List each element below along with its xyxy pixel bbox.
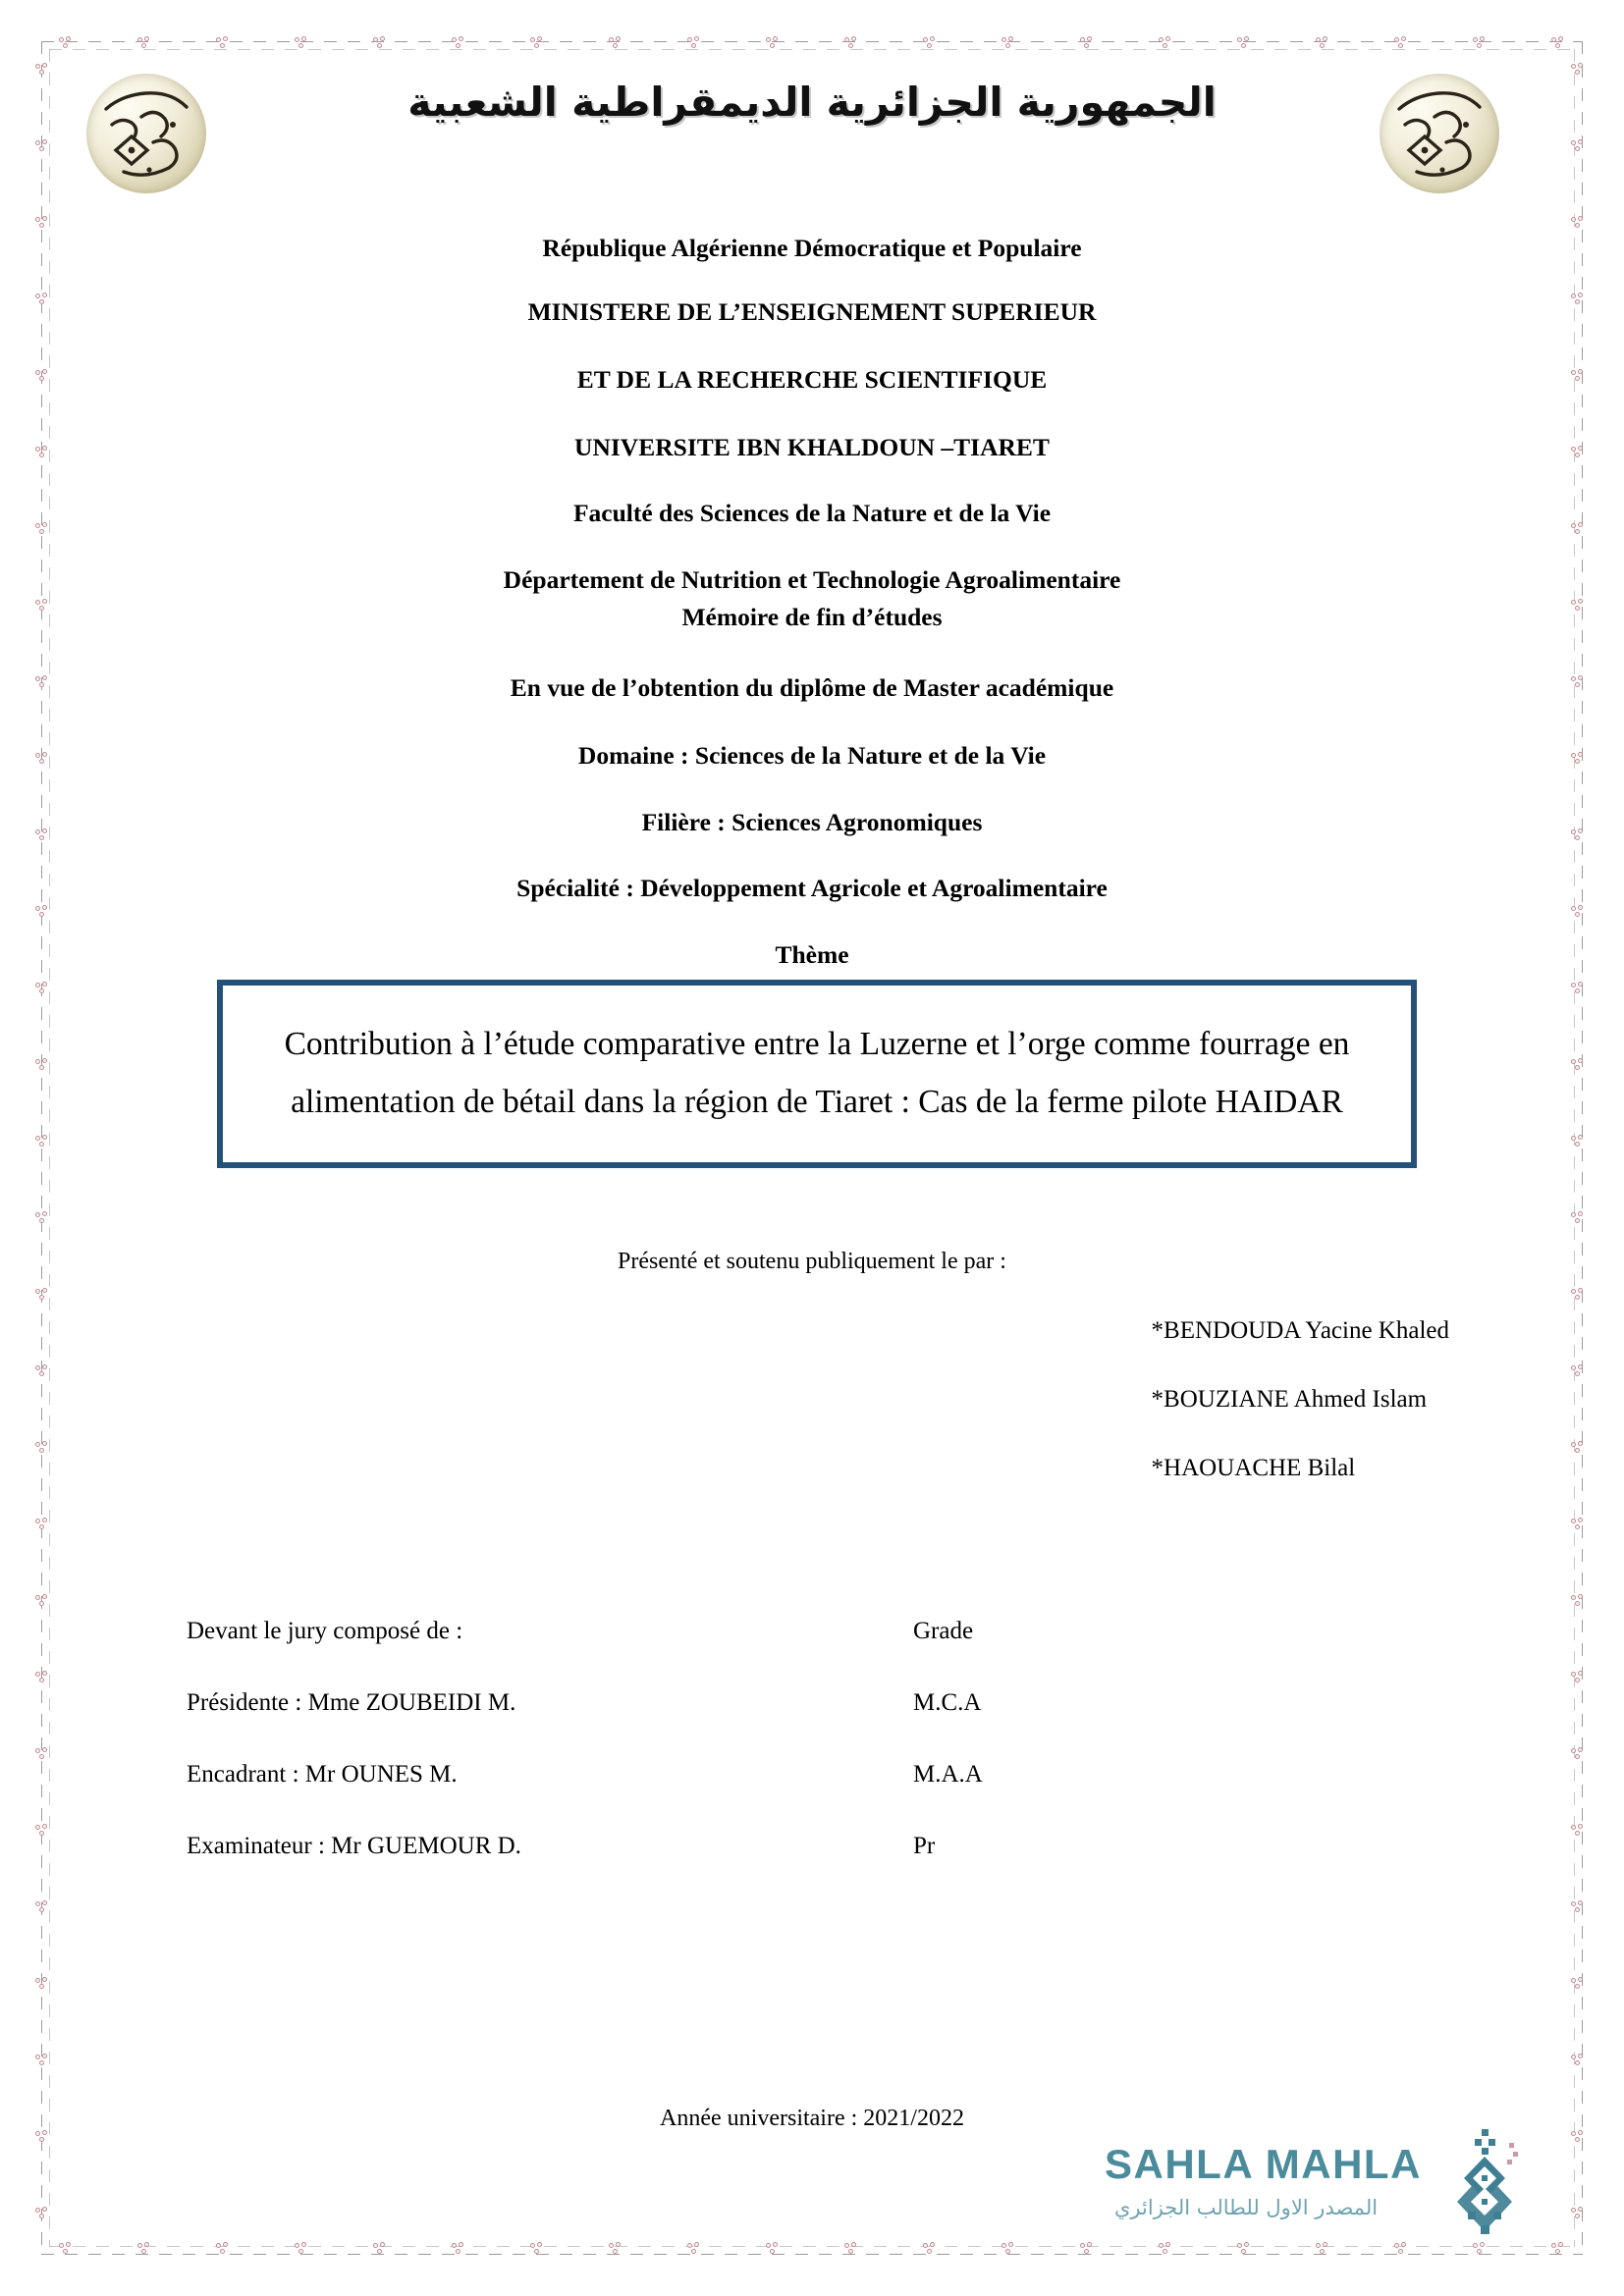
jury-heading-row: [187, 1618, 1267, 1645]
border-flower-icon: [1571, 982, 1589, 999]
border-flower-icon: [766, 36, 784, 54]
border-flower-icon: [35, 905, 53, 923]
border-flower-icon: [1080, 36, 1098, 54]
border-flower-icon: [1001, 36, 1019, 54]
border-flower-icon: [1571, 1900, 1589, 1918]
border-flower-icon: [1316, 36, 1333, 54]
jury-member-grade: M.A.A: [913, 1761, 983, 1788]
border-flower-icon: [1001, 2242, 1019, 2260]
border-flower-icon: [530, 36, 548, 54]
border-flower-icon: [687, 2242, 705, 2260]
border-flower-icon: [1571, 1671, 1589, 1688]
academic-year: Année universitaire : 2021/2022: [660, 2106, 964, 2131]
border-flower-icon: [1571, 1747, 1589, 1765]
border-flower-icon: [373, 2242, 391, 2260]
border-flower-icon: [35, 1288, 53, 1306]
ministry-line-1: MINISTERE DE L’ENSEIGNEMENT SUPERIEUR: [527, 297, 1097, 326]
border-flower-icon: [1571, 2130, 1589, 2148]
border-flower-icon: [1159, 36, 1176, 54]
border-top-rule: [41, 41, 1583, 42]
sahla-mahla-watermark: [1105, 2135, 1517, 2253]
border-flower-icon: [1571, 1518, 1589, 1535]
border-flower-icon: [1571, 905, 1589, 923]
border-flower-icon: [1080, 2242, 1098, 2260]
border-flower-icon: [1571, 1135, 1589, 1152]
border-flower-icon: [35, 1977, 53, 1995]
border-flower-icon: [1571, 1288, 1589, 1306]
border-flower-icon: [35, 216, 53, 234]
author-name: *BOUZIANE Ahmed Islam: [1151, 1386, 1428, 1413]
specialite-line: Spécialité : Développement Agricole et Agroalimentaire: [516, 874, 1108, 902]
thesis-title: Contribution à l’étude comparative entre la Luzerne et l’orge comme fourrage en alimentation de bétail dans la région de Tiaret : Cas de la ferme pilote HAIDAR: [284, 1026, 1350, 1120]
border-flower-icon: [35, 1900, 53, 1918]
border-flower-icon: [35, 2054, 53, 2071]
border-flower-icon: [844, 36, 862, 54]
border-flower-icon: [1571, 1824, 1589, 1842]
border-flower-icon: [1551, 2242, 1569, 2260]
domaine-line: Domaine : Sciences de la Nature et de la Vie: [577, 741, 1047, 770]
border-flower-icon: [216, 36, 234, 54]
presentation-line: Présenté et soutenu publiquement le par :: [618, 1249, 1006, 1274]
jury-member-name: Encadrant : Mr OUNES M.: [187, 1761, 458, 1788]
thesis-title-box: [217, 980, 1417, 1168]
border-flower-icon: [766, 2242, 784, 2260]
border-flower-icon: [452, 36, 469, 54]
border-flower-icon: [35, 1364, 53, 1382]
republic-line-fr: République Algérienne Démocratique et Populaire: [542, 234, 1082, 262]
border-flower-icon: [1571, 1211, 1589, 1229]
border-flower-icon: [35, 1824, 53, 1842]
sahla-mahla-brand-text: SAHLA MAHLA: [1105, 2141, 1422, 2187]
jury-member-name: Examinateur : Mr GUEMOUR D.: [187, 1833, 521, 1859]
border-flower-icon: [59, 2242, 77, 2260]
border-flower-icon: [1571, 1441, 1589, 1459]
border-flower-icon: [1571, 216, 1589, 234]
border-flower-icon: [609, 36, 626, 54]
jury-row: [187, 1761, 1267, 1789]
border-flower-icon: [923, 2242, 941, 2260]
border-flower-icon: [1571, 1594, 1589, 1612]
border-flower-icon: [687, 36, 705, 54]
border-flower-icon: [923, 36, 941, 54]
arabic-republic-heading: الجمهورية الجزائرية الديمقراطية الشعبية: [407, 79, 1217, 126]
border-top-inner-rule: [49, 49, 1575, 50]
border-flower-icon: [452, 2242, 469, 2260]
border-flower-icon: [35, 2207, 53, 2224]
border-flower-icon: [1571, 1977, 1589, 1995]
border-flower-icon: [59, 36, 77, 54]
filiere-line: Filière : Sciences Agronomiques: [641, 808, 983, 836]
border-flower-icon: [35, 1441, 53, 1459]
border-flower-icon: [216, 2242, 234, 2260]
ministry-line-2: ET DE LA RECHERCHE SCIENTIFIQUE: [576, 365, 1048, 394]
border-flower-icon: [35, 1747, 53, 1765]
jury-section: [187, 1618, 1267, 1904]
border-flower-icon: [35, 1058, 53, 1076]
border-flower-icon: [1571, 1364, 1589, 1382]
border-flower-icon: [1394, 36, 1412, 54]
border-flower-icon: [35, 1518, 53, 1535]
border-flower-icon: [1571, 1058, 1589, 1076]
border-flower-icon: [137, 36, 155, 54]
border-flower-icon: [1571, 139, 1589, 157]
department-line: Département de Nutrition et Technologie Agroalimentaire: [503, 565, 1121, 594]
theme-label: Thème: [775, 940, 849, 969]
diplome-line: En vue de l’obtention du diplôme de Master académique: [510, 673, 1114, 702]
authors-list: [1152, 1317, 1449, 1523]
faculty-line: Faculté des Sciences de la Nature et de la Vie: [572, 499, 1052, 527]
jury-member-grade: M.C.A: [913, 1689, 982, 1716]
border-flower-icon: [137, 2242, 155, 2260]
border-flower-icon: [35, 1594, 53, 1612]
border-bottom-rule: [41, 2254, 1583, 2255]
border-flower-icon: [844, 2242, 862, 2260]
border-flower-icon: [1237, 36, 1255, 54]
jury-row: [187, 1833, 1267, 1860]
border-flower-icon: [609, 2242, 626, 2260]
jury-heading-label: Devant le jury composé de :: [187, 1618, 463, 1644]
border-flower-icon: [1571, 2207, 1589, 2224]
jury-member-grade: Pr: [913, 1833, 936, 1859]
border-flower-icon: [35, 139, 53, 157]
border-flower-icon: [530, 2242, 548, 2260]
border-flower-icon: [373, 36, 391, 54]
border-flower-icon: [1571, 2054, 1589, 2071]
border-flower-icon: [35, 1671, 53, 1688]
author-name: *BENDOUDA Yacine Khaled: [1151, 1317, 1449, 1344]
author-name: *HAOUACHE Bilal: [1151, 1455, 1356, 1481]
border-flower-icon: [295, 2242, 312, 2260]
border-flower-icon: [35, 982, 53, 999]
sahla-mahla-arabic-tagline: المصدر الاول للطالب الجزائري: [1114, 2196, 1379, 2219]
sahla-mahla-ornament-icon: [1450, 2127, 1519, 2248]
memoire-line: Mémoire de fin d’études: [681, 602, 943, 631]
border-flower-icon: [35, 2130, 53, 2148]
border-flower-icon: [1473, 36, 1490, 54]
border-flower-icon: [1551, 36, 1569, 54]
border-flower-icon: [35, 1211, 53, 1229]
jury-row: [187, 1689, 1267, 1717]
jury-member-name: Présidente : Mme ZOUBEIDI M.: [187, 1689, 516, 1716]
jury-heading-grade: Grade: [913, 1618, 974, 1644]
border-flower-icon: [35, 1135, 53, 1152]
university-line: UNIVERSITE IBN KHALDOUN –TIARET: [574, 433, 1050, 461]
border-flower-icon: [295, 36, 312, 54]
